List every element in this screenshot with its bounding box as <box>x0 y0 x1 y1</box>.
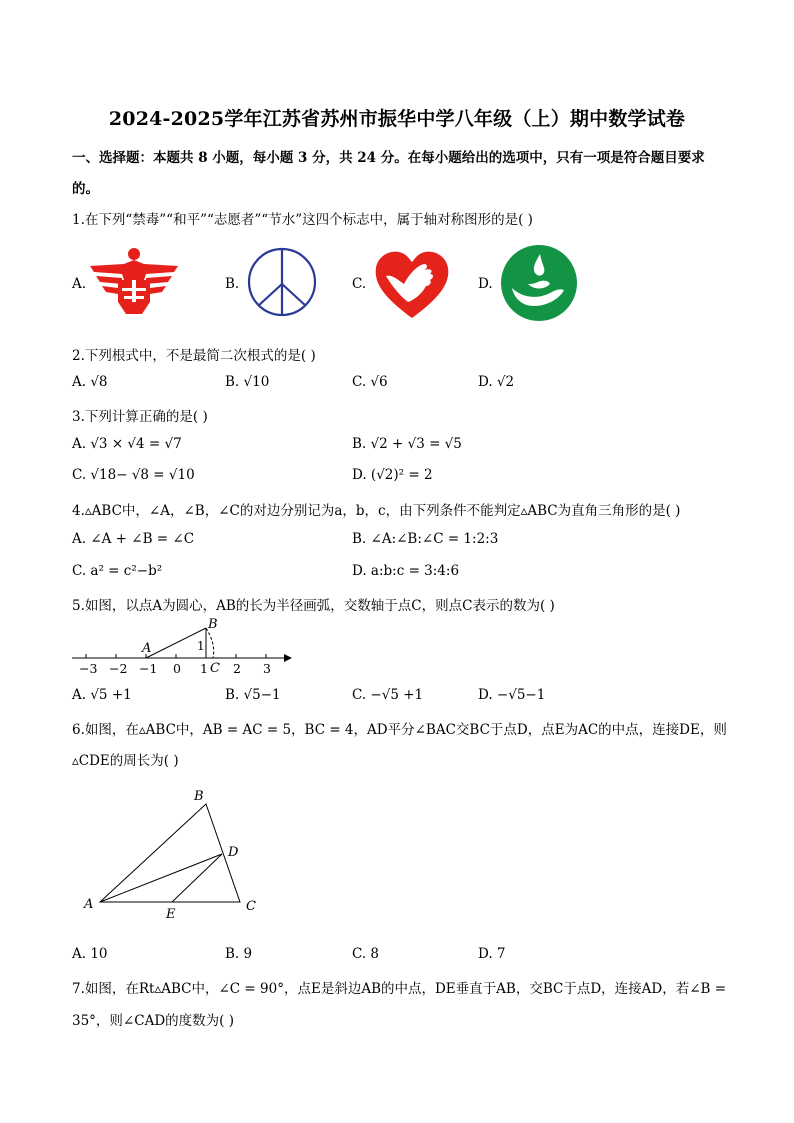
q1-stem: 1.在下列“禁毒”“和平”“志愿者”“节水”这四个标志中，属于轴对称图形的是( ) <box>72 212 533 228</box>
q2-option-d: D. √2 <box>478 374 515 390</box>
q5-stem: 5.如图，以点A为圆心，AB的长为半径画弧，交数轴于点C，则点C表示的数为( ) <box>72 598 555 614</box>
volunteer-heart-icon <box>372 246 452 322</box>
vertex-label-b: B <box>194 789 204 804</box>
vertex-label-d: D <box>228 845 239 860</box>
q5-number-line-figure <box>70 612 300 678</box>
q6-triangle-figure <box>78 782 268 922</box>
q1-option-c: C. <box>352 276 367 292</box>
q2-option-b: B. √10 <box>225 374 270 390</box>
q5-option-a: A. √5 +1 <box>72 687 132 703</box>
q5-option-d: D. −√5−1 <box>478 687 546 703</box>
q5-option-b: B. √5−1 <box>225 687 281 703</box>
q3-option-a: A. √3 × √4 = √7 <box>72 436 182 452</box>
q3-option-c: C. √18− √8 = √10 <box>72 467 195 483</box>
eagle-logo-icon <box>88 244 180 316</box>
peace-sign-icon <box>246 246 318 318</box>
q6-stem-cont: ▵CDE的周长为( ) <box>72 753 179 769</box>
point-label-b: B <box>208 617 218 632</box>
q2-option-a: A. √8 <box>72 374 108 390</box>
point-label-a: A <box>142 641 152 656</box>
q4-option-d: D. a:b:c = 3:4:6 <box>352 563 460 579</box>
vertex-label-c: C <box>246 899 256 914</box>
q1-option-b: B. <box>225 276 240 292</box>
q6-option-a: A. 10 <box>72 946 108 962</box>
vertex-label-e: E <box>166 907 176 922</box>
water-saving-icon <box>498 244 580 322</box>
q2-stem: 2.下列根式中，不是最简二次根式的是( ) <box>72 348 316 364</box>
tick-label: 2 <box>233 661 241 676</box>
q4-option-c: C. a² = c²−b² <box>72 563 163 579</box>
q1-option-a: A. <box>72 276 87 292</box>
q1-option-d: D. <box>478 276 493 292</box>
vertex-label-a: A <box>84 897 94 912</box>
q4-option-a: A. ∠A + ∠B = ∠C <box>72 531 195 547</box>
q4-stem: 4.▵ABC中，∠A，∠B，∠C的对边分别记为a，b，c，由下列条件不能判定▵ABC为直角三角形的是( ) <box>72 503 681 519</box>
tick-label: −2 <box>109 661 128 676</box>
q3-stem: 3.下列计算正确的是( ) <box>72 409 208 425</box>
tick-label: −3 <box>79 661 98 676</box>
q6-stem: 6.如图，在▵ABC中，AB = AC = 5，BC = 4，AD平分∠BAC交BC于点D，点E为AC的中点，连接DE，则 <box>72 722 727 738</box>
tick-label: 3 <box>263 661 271 676</box>
tick-label: −1 <box>139 661 158 676</box>
q6-option-d: D. 7 <box>478 946 506 962</box>
q6-option-c: C. 8 <box>352 946 380 962</box>
section-heading: 一、选择题：本题共 8 小题，每小题 3 分，共 24 分。在每小题给出的选项中，只有一项是符合题目要求 <box>72 150 705 166</box>
q7-stem-cont: 35°，则∠CAD的度数为( ) <box>72 1013 234 1029</box>
point-label-c: C <box>210 661 220 676</box>
page-title: 2024-2025学年江苏省苏州市振华中学八年级（上）期中数学试卷 <box>108 108 686 130</box>
q3-option-d: D. (√2)² = 2 <box>352 467 433 483</box>
tick-label: 1 <box>200 661 208 676</box>
q6-option-b: B. 9 <box>225 946 253 962</box>
q7-stem: 7.如图，在Rt▵ABC中，∠C = 90°，点E是斜边AB的中点，DE垂直于AB，交BC于点D，连接AD，若∠B = <box>72 981 727 997</box>
q4-option-b: B. ∠A:∠B:∠C = 1:2:3 <box>352 531 499 547</box>
segment-length-label: 1 <box>197 639 205 653</box>
q5-option-c: C. −√5 +1 <box>352 687 424 703</box>
section-heading-cont: 的。 <box>72 181 99 197</box>
tick-label: 0 <box>173 661 181 676</box>
q3-option-b: B. √2 + √3 = √5 <box>352 436 462 452</box>
q2-option-c: C. √6 <box>352 374 388 390</box>
